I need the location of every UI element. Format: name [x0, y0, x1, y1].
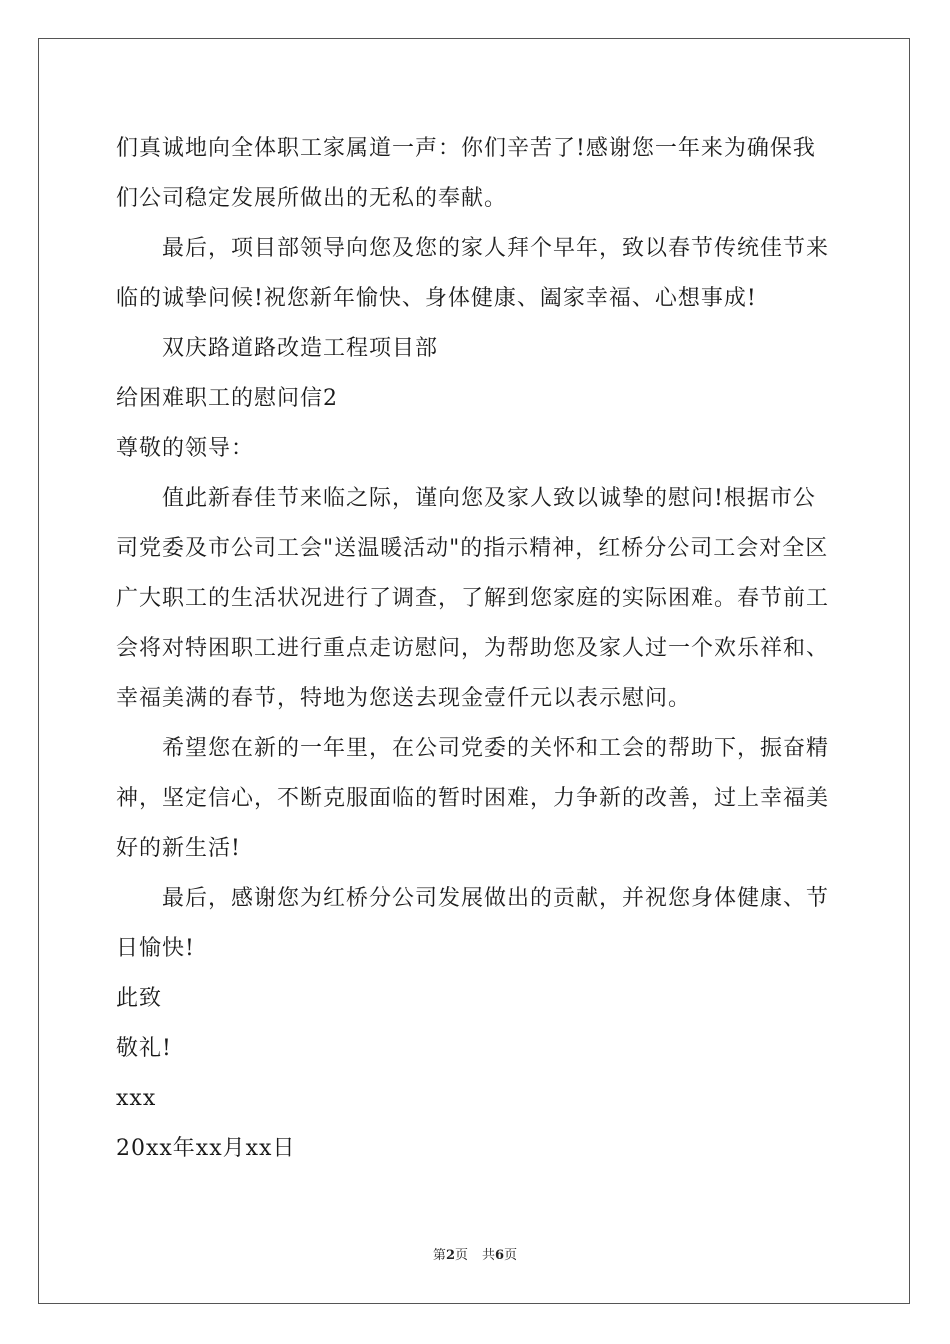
page-suffix: 页	[454, 1248, 468, 1263]
paragraph-condolence: 值此新春佳节来临之际，谨向您及家人致以诚挚的慰问!根据市公司党委及市公司工会"送温暖活动"的指示精神，红桥分公司工会对全区广大职工的生活状况进行了调查，了解到您家庭的实际困难。春节前工会将对特困职工进行重点走访慰问，为帮助您及家人过一个欢乐祥和、幸福美满的春节，特地为您送去现金壹仟元以表示慰问。	[116, 486, 830, 711]
salutation: 尊敬的领导：	[116, 436, 255, 461]
paragraph-gratitude-closing: 们真诚地向全体职工家属道一声：你们辛苦了!感谢您一年来为确保我们公司稳定发展所做出的无私的奉献。	[116, 136, 816, 211]
paragraph-hope: 希望您在新的一年里，在公司党委的关怀和工会的帮助下，振奋精神，坚定信心，不断克服面临的暂时困难，力争新的改善，过上幸福美好的新生活!	[116, 736, 830, 861]
closing-jingli: 敬礼!	[116, 1036, 172, 1061]
total-suffix: 页	[504, 1248, 518, 1263]
paragraph-new-year-greeting: 最后，项目部领导向您及您的家人拜个早年，致以春节传统佳节来临的诚挚问候!祝您新年愉快、身体健康、阖家幸福、心想事成!	[116, 236, 830, 311]
letter-date: 20xx年xx月xx日	[116, 1136, 296, 1161]
signer-name: xxx	[116, 1086, 157, 1111]
total-prefix: 共	[482, 1248, 496, 1263]
page-number: 2	[445, 1248, 455, 1263]
page-footer	[0, 1244, 950, 1263]
closing-zhici: 此致	[116, 986, 163, 1011]
document-body	[116, 124, 836, 1174]
total-pages: 6	[495, 1248, 505, 1263]
letter-heading: 给困难职工的慰问信2	[116, 386, 338, 411]
signature-project-department: 双庆路道路改造工程项目部	[162, 336, 439, 361]
page-prefix: 第	[432, 1248, 446, 1263]
paragraph-thanks: 最后，感谢您为红桥分公司发展做出的贡献，并祝您身体健康、节日愉快!	[116, 886, 830, 961]
